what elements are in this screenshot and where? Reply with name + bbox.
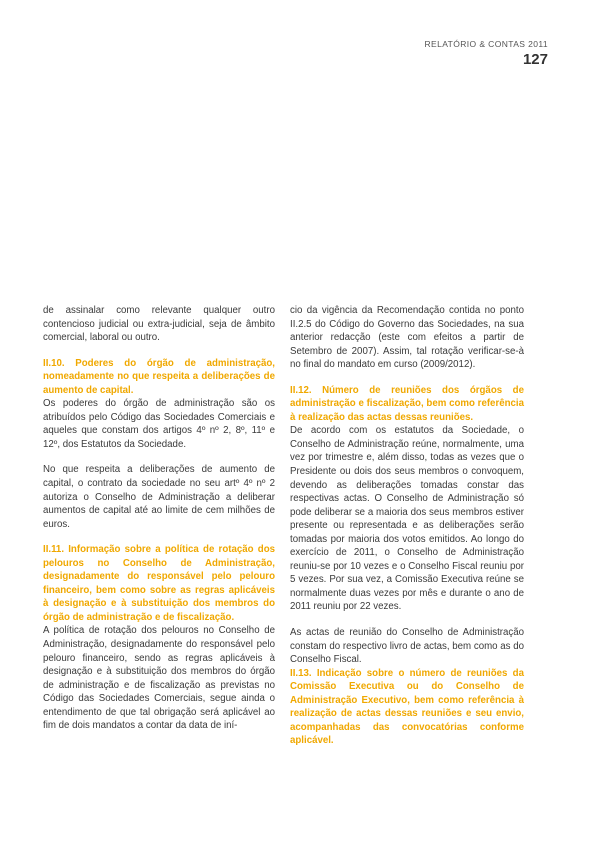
- right-column: [290, 304, 524, 748]
- paragraph: de assinalar como relevante qualquer outro contencioso judicial ou extra-judicial, seja de âmbito comercial, laboral ou outro.: [43, 305, 275, 344]
- section-heading-ii-11: II.11. Informação sobre a política de rotação dos pelouros no Conselho de Administração, designadamente do responsável pelo pelouro financeiro, bem como sobre as regras aplicáveis à designação e à substituição dos membros do órgão de administração e de fiscalização.: [43, 544, 275, 623]
- paragraph: De acordo com os estatutos da Sociedade, o Conselho de Administração reúne, normalmente, uma vez por trimestre e, além disso, todas as vezes que o Presidente ou dois dos seus membros o convoquem, devendo as deliberações tomadas constar das respectivas actas. O Conselho de Administração só pode deliberar se a maioria dos seus membros estiver presente ou representada e as deliberações serão tomadas por maioria dos votos emitidos. Ao longo do exercício de 2011, o Conselho de Administração reuniu-se por 10 vezes e o Conselho Fiscal reuniu por 5 vezes. Por sua vez, a Comissão Executiva reúne se normalmente duas vezes por mês e durante o ano de 2011 reuniu por 22 vezes.: [290, 425, 524, 613]
- section-heading-ii-10: II.10. Poderes do órgão de administração, nomeadamente no que respeita a deliberações de aumento de capital.: [43, 357, 275, 396]
- paragraph: As actas de reunião do Conselho de Administração constam do respectivo livro de actas, bem como as do Conselho Fiscal.: [290, 627, 524, 666]
- paragraph: No que respeita a deliberações de aumento de capital, o contrato da sociedade no seu artº 4º nº 2 autoriza o Conselho de Administração a deliberar aumentos de capital até ao limite de cem milhões de euros.: [43, 464, 275, 530]
- page-number: 127: [522, 51, 548, 68]
- paragraph: cio da vigência da Recomendação contida no ponto II.2.5 do Código do Governo das Sociedades, na sua anterior redacção (este com efeitos a partir de Setembro de 2007). Assim, tal rotação verificar-se-à no final do mandato em curso (2009/2012).: [290, 305, 524, 371]
- report-title: RELATÓRIO & CONTAS 2011: [424, 39, 548, 49]
- left-column: [43, 304, 275, 733]
- paragraph: A política de rotação dos pelouros no Conselho de Administração, designadamente do responsável pelo pelouro financeiro, sendo as regras aplicáveis à designação e à substituição dos membros do órgão de administração e de fiscalização as previstas no Código das Sociedades Comerciais, segue ainda o entendimento de que tal obrigação será aplicável ao fim de dois mandatos a contar da data de iní-: [43, 625, 275, 732]
- paragraph: Os poderes do órgão de administração são os atribuídos pelo Código das Sociedades Comerciais e aqueles que constam dos artigos 4º nº 2, 8º, 11º e 12º, dos Estatutos da Sociedade.: [43, 398, 275, 450]
- page-header: [424, 39, 548, 69]
- section-heading-ii-13: II.13. Indicação sobre o número de reuniões da Comissão Executiva ou do Conselho de Administração Executivo, bem como referência à realização de actas dessas reuniões e seu envio, acompanhadas das convocatórias conforme aplicável.: [290, 667, 524, 747]
- section-heading-ii-12: II.12. Número de reuniões dos órgãos de administração e fiscalização, bem como referência à realização das actas dessas reuniões.: [290, 384, 524, 423]
